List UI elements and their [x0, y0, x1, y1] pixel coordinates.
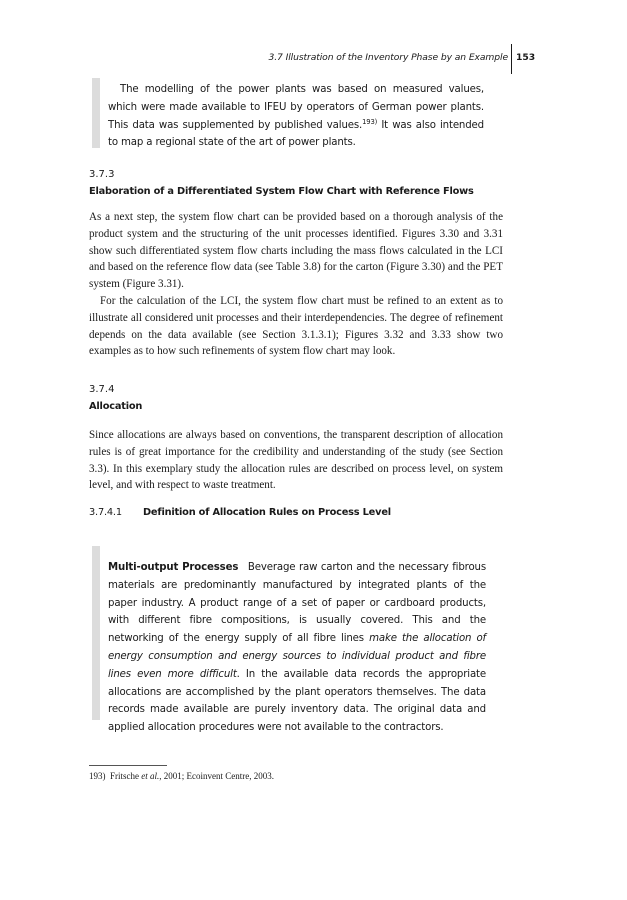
info-box-text [108, 81, 484, 152]
footnote-etal: et al. [141, 771, 160, 781]
footnote-author: Fritsche [110, 771, 142, 781]
info-box-text-part2: It was also intended to map a regional state of the art of power plants. [108, 119, 484, 149]
running-head: 3.7 Illustration of the Inventory Phase by an Example [268, 52, 508, 63]
section-title-3-7-3: Elaboration of a Differentiated System Flow Chart with Reference Flows [89, 186, 474, 197]
info-box-text-part1: The modelling of the power plants was based on measured values, which were made available to IFEU by operators of German power plants. This data was supplemented by published values. [108, 84, 484, 131]
subsection-heading-3-7-4-1 [89, 507, 391, 518]
footnote [89, 771, 274, 781]
subsection-number: 3.7.4.1 [89, 507, 122, 518]
section-number-3-7-3: 3.7.3 [89, 169, 115, 180]
info-box-multi-output [92, 546, 500, 734]
box-side-bar [92, 78, 100, 148]
section-body-3-7-3 [89, 209, 503, 360]
info-box-text-part2: . In the available data records the appropriate allocations are accomplished by the plant operators themselves. The data records made available are purely inventory data. The original data and applied allocation procedures were not available to the contractors. [108, 668, 486, 734]
info-box-emphasis: make the allocation of energy consumption and energy sources to individual product and fibre lines even more difficult [108, 633, 486, 680]
footnote-rest: , 2001; Ecoinvent Centre, 2003. [159, 771, 274, 781]
info-box-text [108, 559, 486, 737]
section-number-3-7-4: 3.7.4 [89, 384, 115, 395]
header-divider [511, 44, 512, 74]
run-in-heading: Multi-output Processes [108, 562, 239, 573]
subsection-title: Definition of Allocation Rules on Process Level [143, 507, 391, 518]
paragraph: Since allocations are always based on conventions, the transparent description of allocation rules is of great importance for the credibility and understanding of the study (see Section 3.3). In this exemplary study the allocation rules are described on process level, on system level, and with respect to waste treatment. [89, 429, 503, 492]
paragraph: As a next step, the system flow chart can be provided based on a thorough analysis of the product system and the structuring of the unit processes identified. Figures 3.30 and 3.31 show such differentiated system flow charts including the mass flows calculated in the LCI and based on the reference flow data (see Table 3.8) for the carton (Figure 3.30) and the PET system (Figure 3.31). [89, 211, 503, 291]
info-box-power-plants [92, 78, 500, 148]
page-number: 153 [516, 52, 536, 63]
section-body-3-7-4 [89, 427, 503, 494]
footnote-ref[interactable]: 193) [362, 117, 378, 126]
footnote-marker: 193) [89, 771, 106, 781]
info-box-text-part1: Beverage raw carton and the necessary fibrous materials are predominantly manufactured by integrated plants of the paper industry. A product range of a set of paper or cardboard products, with different fibre compositions, is usually covered. This and the networking of the energy supply of all fibre lines [108, 562, 487, 645]
section-title-3-7-4: Allocation [89, 401, 143, 412]
paragraph: For the calculation of the LCI, the system flow chart must be refined to an extent as to illustrate all considered unit processes and their interdependencies. The degree of refinement depends on the data available (see Section 3.1.3.1); Figures 3.32 and 3.33 show two examples as to how such refinements of system flow chart may look. [89, 294, 503, 358]
box-side-bar [92, 546, 100, 720]
footnote-divider [89, 765, 167, 766]
